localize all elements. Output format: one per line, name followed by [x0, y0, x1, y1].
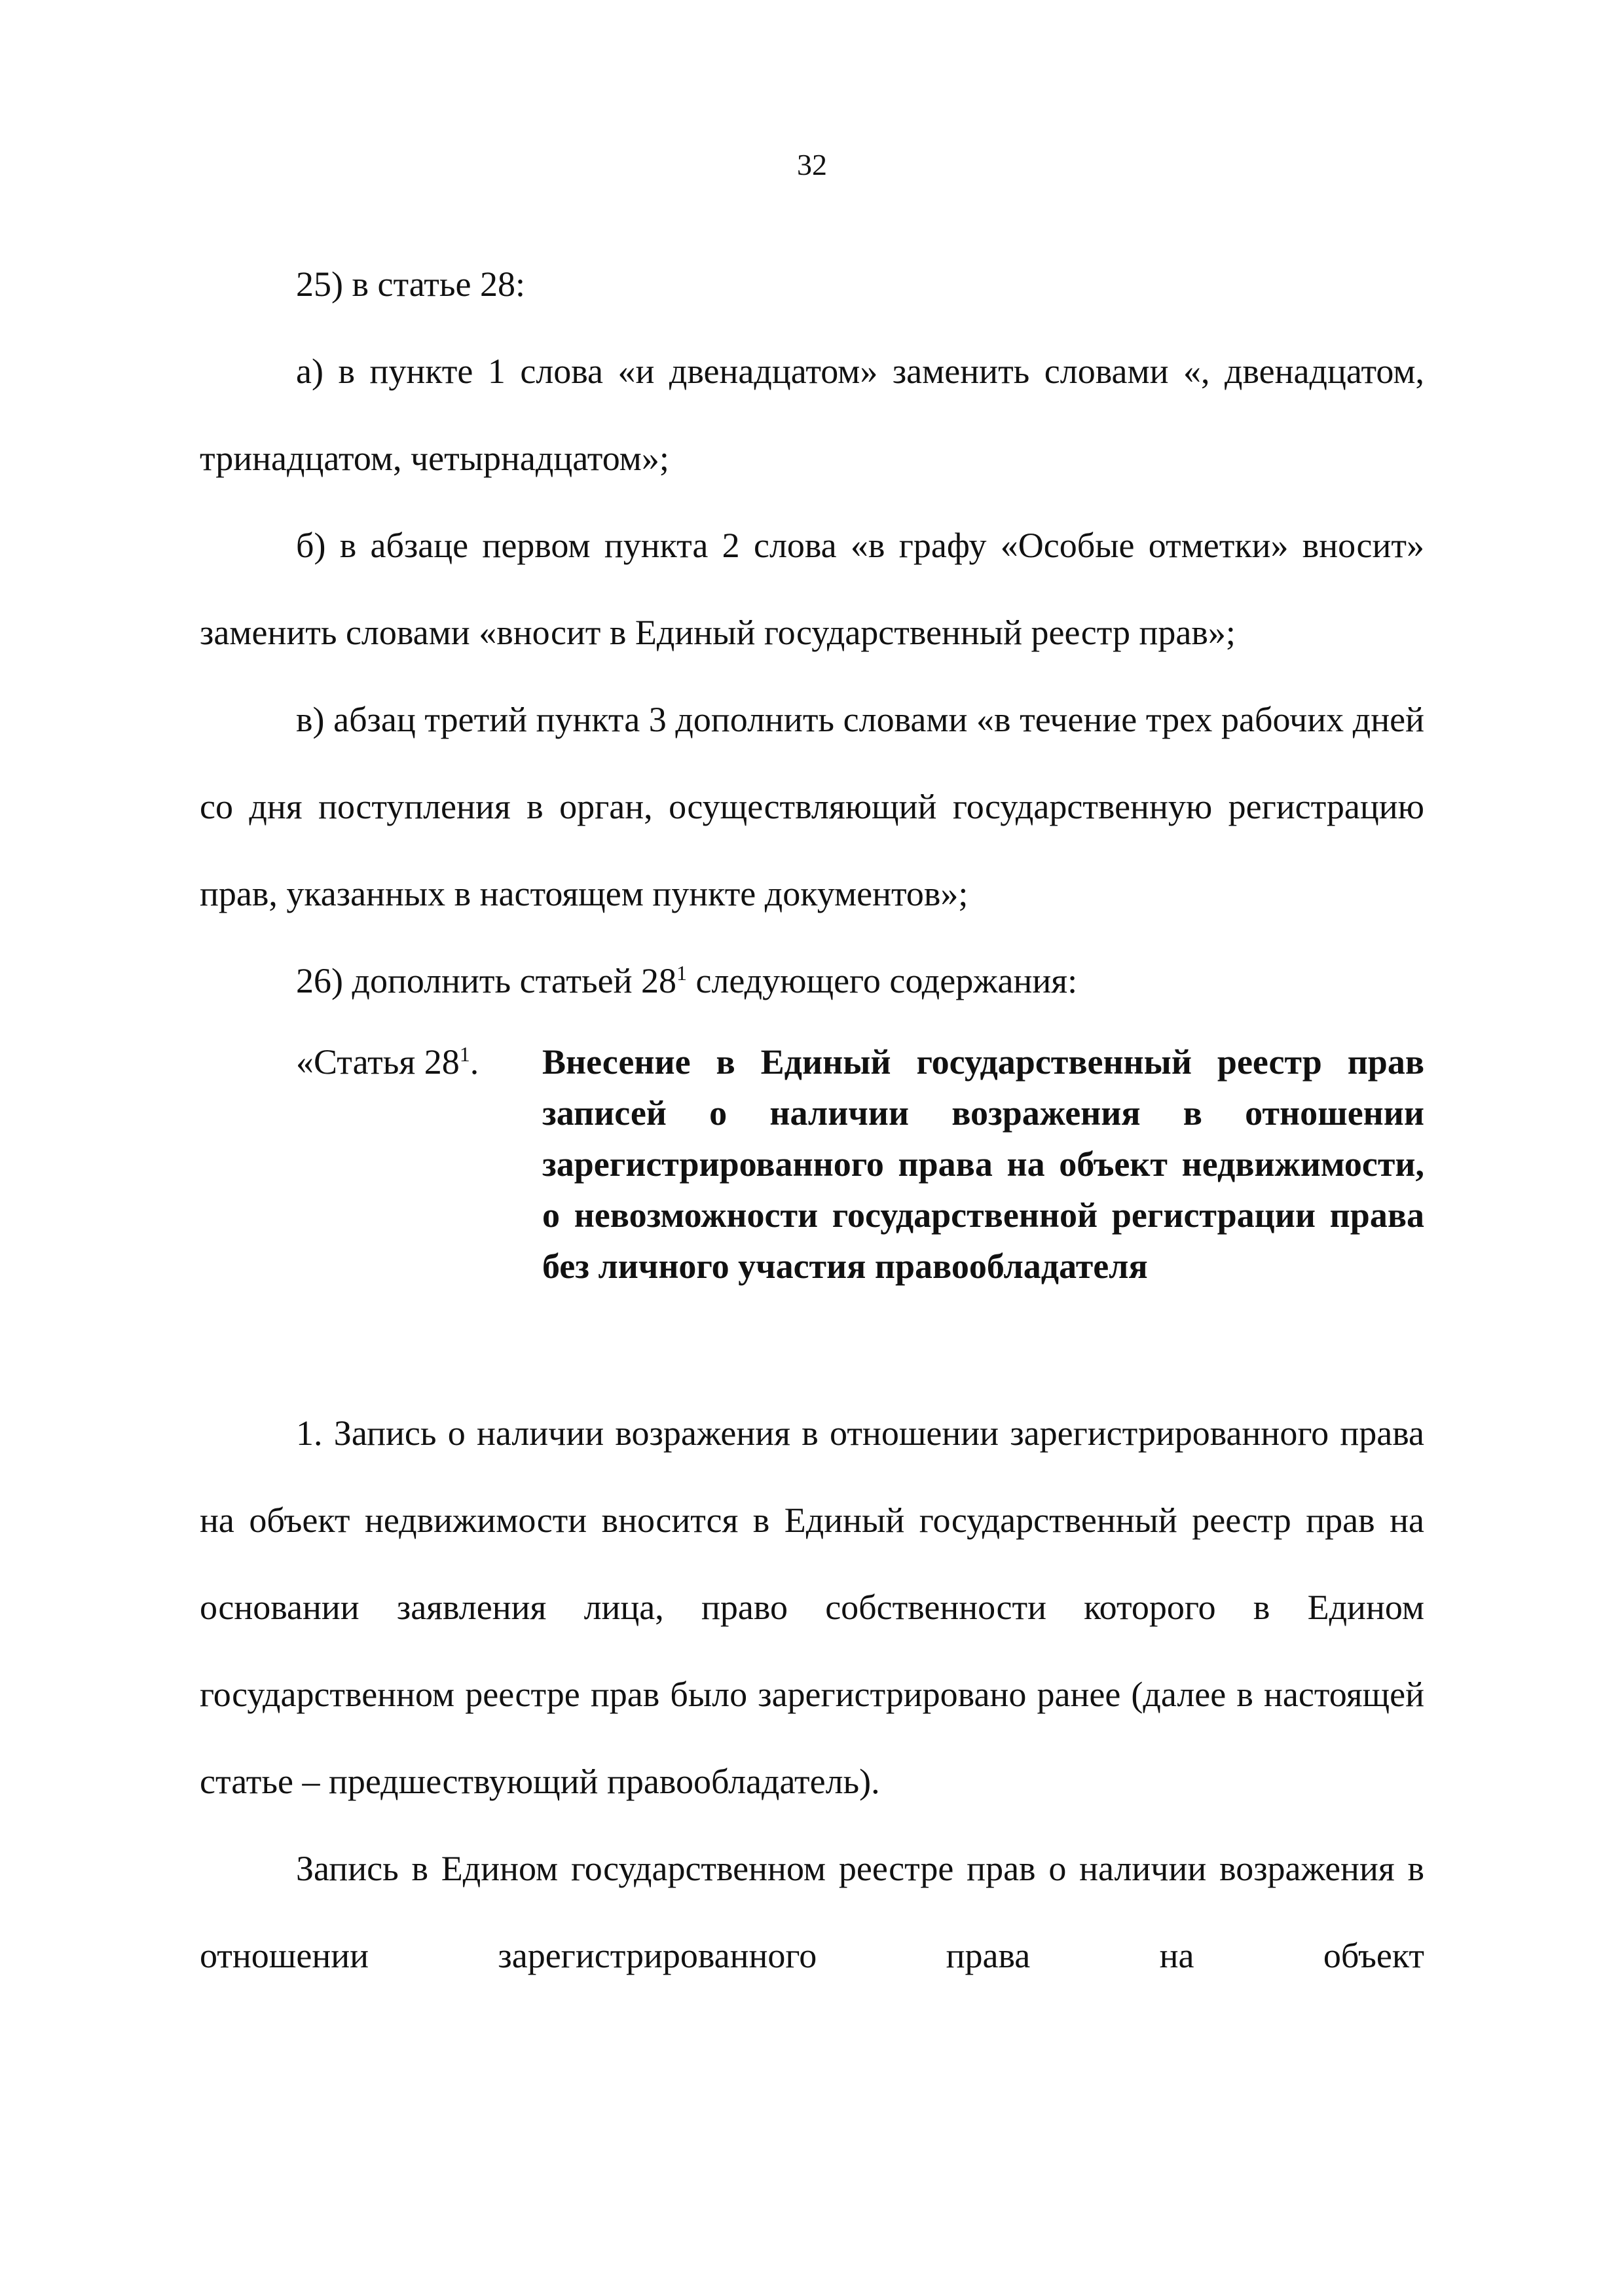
item-26	[200, 938, 1424, 1025]
clause-1: 1. Запись о наличии возражения в отношении зарегистрированного права на объект недвижимости вносится в Единый государственный реестр прав на основании заявления лица, право собственности которого в Едином государственном реестре прав было зарегистрировано ранее (далее в настоящей статье – предшествующий правообладатель).	[200, 1413, 1424, 1801]
item-26-suffix: следующего содержания:	[687, 961, 1078, 1000]
article-label-suffix: .	[470, 1042, 479, 1082]
article-label-prefix: «Статья 28	[296, 1042, 460, 1082]
document-body	[200, 241, 1424, 1999]
item-25-a: а) в пункте 1 слова «и двенадцатом» заменить словами «, двенадцатом, тринадцатом, четырнадцатом»;	[200, 352, 1424, 478]
item-26-superscript: 1	[676, 961, 688, 985]
article-title: Внесение в Единый государственный реестр прав записей о наличии возражения в отношении зарегистрированного права на объект недвижимости, о невозможности государственной регистрации права без личного участия правообладателя	[542, 1042, 1424, 1286]
item-25-v: в) абзац третий пункта 3 дополнить словами «в течение трех рабочих дней со дня поступления в орган, осуществляющий государственную регистрацию прав, указанных в настоящем пункте документов»;	[200, 700, 1424, 913]
item-25-b: б) в абзаце первом пункта 2 слова «в графу «Особые отметки» вносит» заменить словами «вносит в Единый государственный реестр прав»;	[200, 526, 1424, 652]
article-label	[200, 1036, 542, 1292]
article-label-superscript: 1	[459, 1042, 470, 1066]
page-number: 32	[797, 148, 827, 181]
clause-2: Запись в Едином государственном реестре прав о наличии возражения в отношении зарегистрированного права на объект	[200, 1849, 1424, 1975]
item-26-prefix: 26) дополнить статьей 28	[296, 961, 677, 1000]
item-25-intro: 25) в статье 28:	[296, 264, 525, 304]
article-heading	[200, 1025, 1424, 1390]
